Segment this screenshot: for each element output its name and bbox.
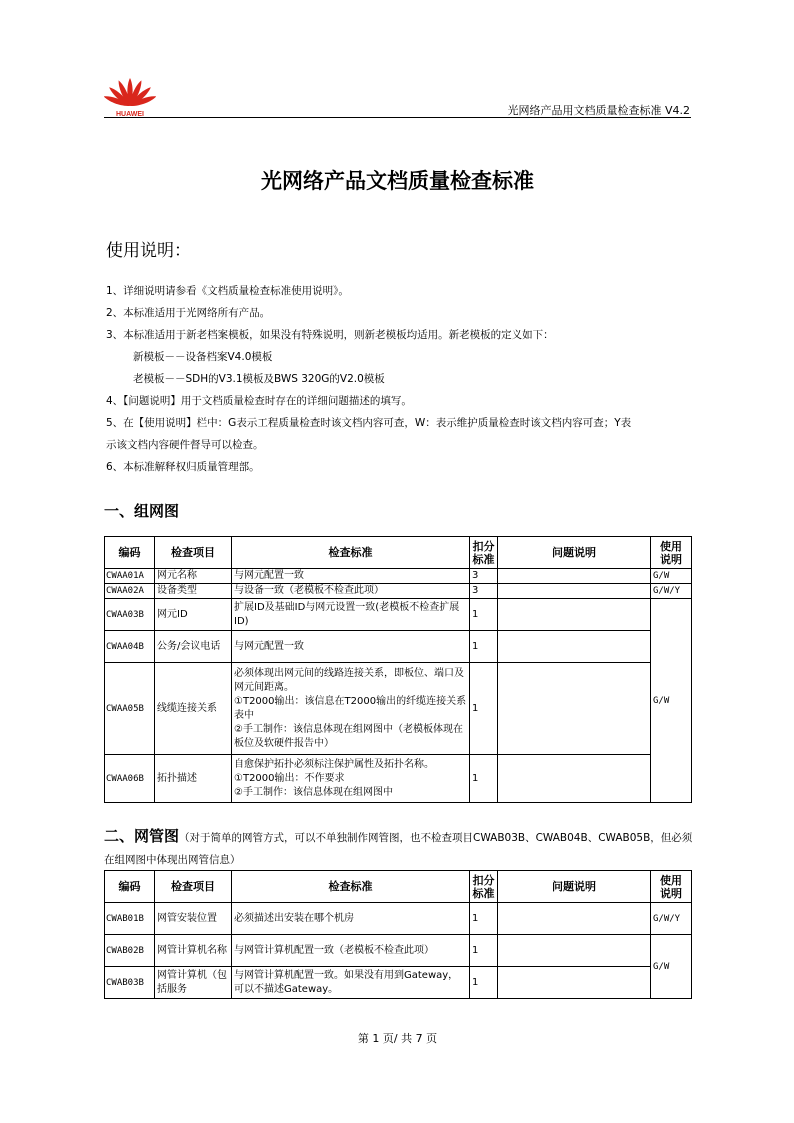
row-standard: 与设备一致（老模板不检查此项） [232, 584, 470, 599]
row-standard: 与网元配置一致 [232, 631, 470, 663]
row-item: 网管计算机（包括服务 [155, 967, 232, 999]
note-line: 3、本标准适用于新老档案模板，如果没有特殊说明，则新老模板均适用。新老模板的定义如下： [106, 329, 554, 341]
row-usage: G/W/Y [651, 903, 692, 935]
header-doc-reference: 光网络产品用文档质量检查标准 V4.2 [507, 104, 690, 117]
row-issue[interactable] [498, 967, 651, 999]
row-item: 网管计算机名称 [155, 935, 232, 967]
row-item: 公务/会议电话 [155, 631, 232, 663]
usage-heading: 使用说明： [106, 241, 191, 261]
row-code: CWAA05B [105, 663, 155, 755]
row-standard: 必须描述出安装在哪个机房 [232, 903, 470, 935]
col-code-header: 编码 [105, 871, 155, 903]
row-score: 1 [470, 755, 498, 803]
row-score: 1 [470, 935, 498, 967]
header-rule [104, 117, 691, 118]
row-issue[interactable] [498, 935, 651, 967]
row-usage: G/W [651, 569, 692, 584]
row-code: CWAB03B [105, 967, 155, 999]
row-code: CWAA02A [105, 584, 155, 599]
huawei-logo [104, 74, 156, 118]
table-row [105, 569, 692, 584]
row-standard: 与网管计算机配置一致（老模板不检查此项） [232, 935, 470, 967]
col-usage-header: 使用 说明 [651, 871, 692, 903]
col-score-header: 扣分 标准 [470, 537, 498, 569]
row-issue[interactable] [498, 663, 651, 755]
row-code: CWAA06B [105, 755, 155, 803]
logo-wordmark: HUAWEI [116, 111, 144, 118]
table-row [105, 584, 692, 599]
table-row [105, 967, 692, 999]
note-line: 4、【问题说明】用于文档质量检查时存在的详细问题描述的填写。 [106, 395, 412, 407]
row-item: 设备类型 [155, 584, 232, 599]
row-score: 3 [470, 569, 498, 584]
usage-notes [106, 280, 696, 478]
row-code: CWAA04B [105, 631, 155, 663]
row-standard: 与网元配置一致 [232, 569, 470, 584]
col-issue-header: 问题说明 [498, 871, 651, 903]
row-score: 1 [470, 967, 498, 999]
row-code: CWAB01B [105, 903, 155, 935]
note-line: 5、在【使用说明】栏中：G表示工程质量检查时该文档内容可查，W：表示维护质量检查时该文档内容可查；Y表 [106, 417, 632, 429]
row-code: CWAA03B [105, 599, 155, 631]
row-issue[interactable] [498, 903, 651, 935]
row-standard: 必须体现出网元间的线路连接关系，即板位、端口及网元间距离。 ①T2000输出：该信息在T2000输出的纤缆连接关系表中 ②手工制作：该信息体现在组网图中（老模板体现在板位及软硬件报告中） [232, 663, 470, 755]
table-row [105, 755, 692, 803]
row-standard: 与网管计算机配置一致。如果没有用到Gateway，可以不描述Gateway。 [232, 967, 470, 999]
row-standard: 自愈保护拓扑必须标注保护属性及拓扑名称。 ①T2000输出：不作要求 ②手工制作：该信息体现在组网图中 [232, 755, 470, 803]
row-usage: G/W [651, 599, 692, 803]
row-standard: 扩展ID及基础ID与网元设置一致(老模板不检查扩展ID) [232, 599, 470, 631]
networking-check-table [104, 536, 692, 803]
table-row [105, 903, 692, 935]
col-item-header: 检查项目 [155, 537, 232, 569]
row-score: 1 [470, 599, 498, 631]
row-code: CWAB02B [105, 935, 155, 967]
note-line: 1、详细说明请参看《文档质量检查标准使用说明》。 [106, 285, 349, 297]
col-standard-header: 检查标准 [232, 871, 470, 903]
note-line: 2、本标准适用于光网络所有产品。 [106, 307, 271, 319]
row-score: 1 [470, 903, 498, 935]
col-standard-header: 检查标准 [232, 537, 470, 569]
section1-heading: 一、组网图 [104, 502, 180, 520]
table-row [105, 599, 692, 631]
row-usage: G/W/Y [651, 584, 692, 599]
row-item: 网元名称 [155, 569, 232, 584]
section2-heading: 二、网管图 [104, 827, 180, 845]
note-line: 新模板－－设备档案V4.0模板 [133, 351, 273, 363]
note-line: 老模板－－SDH的V3.1模板及BWS 320G的V2.0模板 [133, 373, 385, 385]
note-line: 示该文档内容硬件督导可以检查。 [106, 439, 264, 451]
row-code: CWAA01A [105, 569, 155, 584]
document-title: 光网络产品文档质量检查标准 [261, 168, 534, 193]
section2-note: （对于简单的网管方式，可以不单独制作网管图，也不检查项目CWAB03B、CWAB04B、CWAB05B，但必须在组网图中体现出网管信息） [104, 832, 693, 866]
row-score: 3 [470, 584, 498, 599]
col-usage-header: 使用 说明 [651, 537, 692, 569]
nms-check-table [104, 870, 692, 999]
table-row [105, 663, 692, 755]
row-issue[interactable] [498, 569, 651, 584]
table-row [105, 631, 692, 663]
row-usage: G/W [651, 935, 692, 999]
page-footer: 第 1 页/ 共 7 页 [357, 1032, 438, 1045]
section2-heading-block [104, 826, 694, 870]
col-score-header: 扣分 标准 [470, 871, 498, 903]
table-row [105, 935, 692, 967]
col-issue-header: 问题说明 [498, 537, 651, 569]
note-line: 6、本标准解释权归质量管理部。 [106, 461, 260, 473]
row-item: 网元ID [155, 599, 232, 631]
row-item: 网管安装位置 [155, 903, 232, 935]
row-item: 线缆连接关系 [155, 663, 232, 755]
row-score: 1 [470, 631, 498, 663]
row-issue[interactable] [498, 755, 651, 803]
row-issue[interactable] [498, 584, 651, 599]
row-score: 1 [470, 663, 498, 755]
row-item: 拓扑描述 [155, 755, 232, 803]
col-code-header: 编码 [105, 537, 155, 569]
col-item-header: 检查项目 [155, 871, 232, 903]
row-issue[interactable] [498, 631, 651, 663]
row-issue[interactable] [498, 599, 651, 631]
